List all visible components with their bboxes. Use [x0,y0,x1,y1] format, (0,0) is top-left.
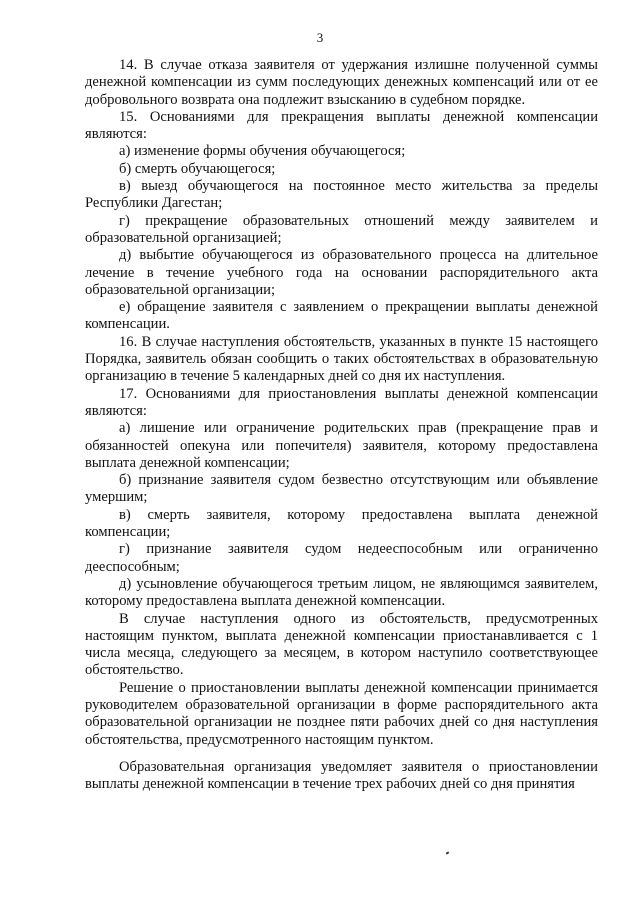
list-item-17e: д) усыновление обучающегося третьим лицом, не являющимся заявителем, которому предоставлена выплата денежной компенсации. [85,575,598,610]
list-item-17d: г) признание заявителя судом недееспособным или ограниченно дееспособным; [85,541,598,575]
paragraph-15: 15. Основаниями для прекращения выплаты денежной компенсации являются: [85,108,598,143]
paragraph-suspension-decision: Решение о приостановлении выплаты денежной компенсации принимается руководителем образовательной организации в форме распорядительного акта образовательной организации не позднее пяти рабочих дней со дня наступления обстоятельства, предусмотренного настоящим пунктом. [85,679,598,748]
document-body [85,57,598,793]
page-number: 3 [316,30,324,45]
list-item-17b: б) признание заявителя судом безвестно отсутствующим или объявление умершим; [85,472,598,506]
list-item-15b: б) смерть обучающегося; [119,160,276,177]
paragraph-17: 17. Основаниями для приостановления выплаты денежной компенсации являются: [85,385,598,419]
list-item-17a: а) лишение или ограничение родительских прав (прекращение прав и обязанностей опекуна или попечителя) заявителя, которому предоставлена выплата денежной компенсации; [85,420,598,471]
paragraph-suspension-start: В случае наступления одного из обстоятельств, предусмотренных настоящим пунктом, выплата денежной компенсации приостанавливается с 1 числа месяца, следующего за месяцем, в котором наступило соответствующее обстоятельство. [85,610,598,679]
paragraph-16: 16. В случае наступления обстоятельств, указанных в пункте 15 настоящего Порядка, заявитель обязан сообщить о таких обстоятельствах в образовательную организацию в течение 5 календарных дней со дня их наступления. [85,333,598,385]
scan-mark [446,851,450,854]
list-item-17c: в) смерть заявителя, которому предоставлена выплата денежной компенсации; [85,506,598,541]
paragraph-notification: Образовательная организация уведомляет заявителя о приостановлении выплаты денежной компенсации в течение трех рабочих дней со дня принятия [85,758,598,793]
list-item-15d: г) прекращение образовательных отношений между заявителем и образовательной организацией; [85,212,598,246]
list-item-15c: в) выезд обучающегося на постоянное место жительства за пределы Республики Дагестан; [85,178,598,212]
list-item-15e: д) выбытие обучающегося из образовательного процесса на длительное лечение в течение учебного года на основании распорядительного акта образовательной организации; [85,247,598,298]
list-item-15f: е) обращение заявителя с заявлением о прекращении выплаты денежной компенсации. [85,299,598,333]
paragraph-14: 14. В случае отказа заявителя от удержания излишне полученной суммы денежной компенсации из сумм последующих денежных компенсаций или от ее добровольного возврата она подлежит взысканию в судебном порядке. [85,57,598,108]
list-item-15a: а) изменение формы обучения обучающегося; [119,143,406,160]
